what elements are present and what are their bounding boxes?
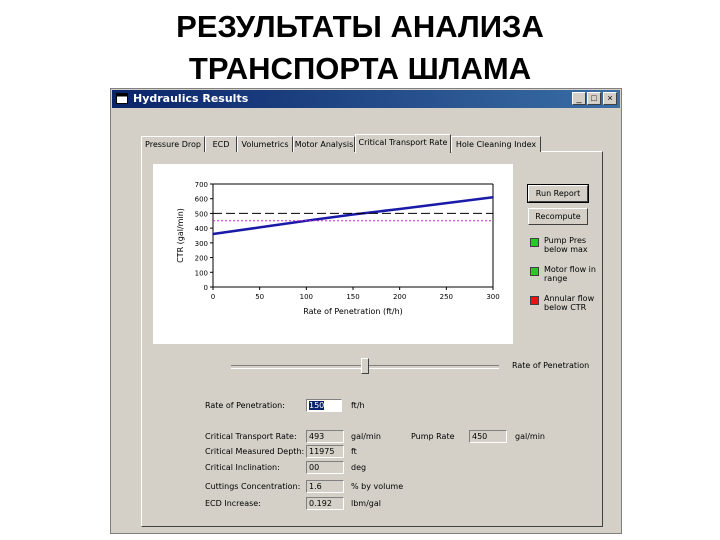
x-tick-label: 50 — [255, 293, 265, 301]
pump-rate-field: 450 — [469, 430, 507, 443]
critical-depth-field: 11975 — [306, 445, 344, 458]
close-button[interactable]: × — [603, 92, 617, 105]
pump-rate-label: Pump Rate — [411, 432, 455, 441]
cuttings-concentration-label: Cuttings Concentration: — [205, 482, 301, 491]
critical-depth-label: Critical Measured Depth: — [205, 447, 305, 456]
ctr-point — [352, 214, 354, 216]
x-tick-label: 0 — [210, 293, 216, 301]
ctr-field: 493 — [306, 430, 344, 443]
ecd-increase-field: 0.192 — [306, 497, 344, 510]
y-tick-label: 700 — [194, 181, 208, 189]
ctr-label: Critical Transport Rate: — [205, 432, 297, 441]
x-tick-label: 100 — [299, 293, 314, 301]
rop-slider-thumb[interactable] — [361, 358, 369, 374]
slide-title — [0, 6, 720, 90]
x-tick-label: 200 — [392, 293, 407, 301]
motor-flow-label: Motor flow in range — [544, 265, 596, 283]
ctr-point — [212, 233, 214, 235]
rop-unit: ft/h — [351, 401, 365, 410]
annular-flow-label: Annular flow below CTR — [544, 294, 595, 312]
cuttings-concentration-unit: % by volume — [351, 482, 404, 491]
rop-slider-label: Rate of Penetration — [512, 361, 590, 370]
y-tick-label: 100 — [194, 269, 208, 278]
ctr-point — [259, 227, 261, 229]
window-titlebar[interactable] — [112, 90, 620, 108]
app-icon — [116, 93, 128, 104]
slide-title-line1: РЕЗУЛЬТАТЫ АНАЛИЗА — [176, 9, 544, 44]
rop-input-value: 150 — [309, 401, 325, 410]
ctr-curve — [213, 197, 493, 234]
x-tick-label: 300 — [486, 293, 500, 301]
y-axis-label: CTR (gal/min) — [176, 208, 185, 263]
ctr-unit: gal/min — [351, 432, 381, 441]
critical-inclination-label: Critical Inclination: — [205, 463, 280, 472]
maximize-button[interactable]: □ — [587, 92, 601, 105]
tab-volumetrics[interactable]: Volumetrics — [237, 136, 293, 152]
tab-motor-analysis[interactable]: Motor Analysis — [293, 136, 355, 152]
y-tick-label: 300 — [194, 239, 208, 248]
ecd-increase-label: ECD Increase: — [205, 499, 261, 508]
tab-ecd[interactable]: ECD — [205, 136, 237, 152]
ctr-point — [399, 208, 401, 210]
ctr-chart — [153, 164, 513, 344]
ecd-increase-unit: lbm/gal — [351, 499, 381, 508]
rop-input[interactable] — [306, 399, 342, 412]
x-tick-label: 150 — [346, 293, 360, 301]
x-axis-label: Rate of Penetration (ft/h) — [303, 307, 403, 316]
y-tick-label: 600 — [194, 195, 208, 204]
critical-depth-unit: ft — [351, 447, 357, 456]
x-tick-label: 250 — [439, 293, 454, 301]
critical-inclination-unit: deg — [351, 463, 367, 472]
pump-rate-unit: gal/min — [515, 432, 545, 441]
tab-hole-cleaning-index[interactable]: Hole Cleaning Index — [451, 136, 541, 152]
ctr-chart-svg — [153, 164, 513, 344]
y-tick-label: 200 — [194, 254, 208, 263]
rop-label: Rate of Penetration: — [205, 401, 285, 410]
slide-title-line2: ТРАНСПОРТА ШЛАМА — [188, 51, 532, 86]
pump-pressure-indicator — [530, 238, 539, 247]
minimize-button[interactable]: _ — [572, 92, 586, 105]
run-report-button[interactable]: Run Report — [528, 185, 588, 202]
tab-critical-transport-rate[interactable]: Critical Transport Rate — [355, 134, 451, 153]
recompute-button[interactable]: Recompute — [528, 208, 588, 225]
annular-flow-indicator — [530, 296, 539, 305]
motor-flow-indicator — [530, 267, 539, 276]
ctr-point — [446, 202, 448, 204]
pump-pressure-label: Pump Pres below max — [544, 236, 588, 254]
y-tick-label: 400 — [194, 225, 208, 234]
cuttings-concentration-field: 1.6 — [306, 480, 344, 493]
critical-inclination-field: 00 — [306, 461, 344, 474]
ctr-point — [492, 196, 494, 198]
window-title: Hydraulics Results — [133, 92, 249, 105]
y-tick-label: 500 — [194, 210, 208, 219]
tab-pressure-drop[interactable]: Pressure Drop — [141, 136, 205, 152]
hydraulics-results-window — [110, 88, 622, 534]
y-tick-label: 0 — [203, 284, 208, 292]
